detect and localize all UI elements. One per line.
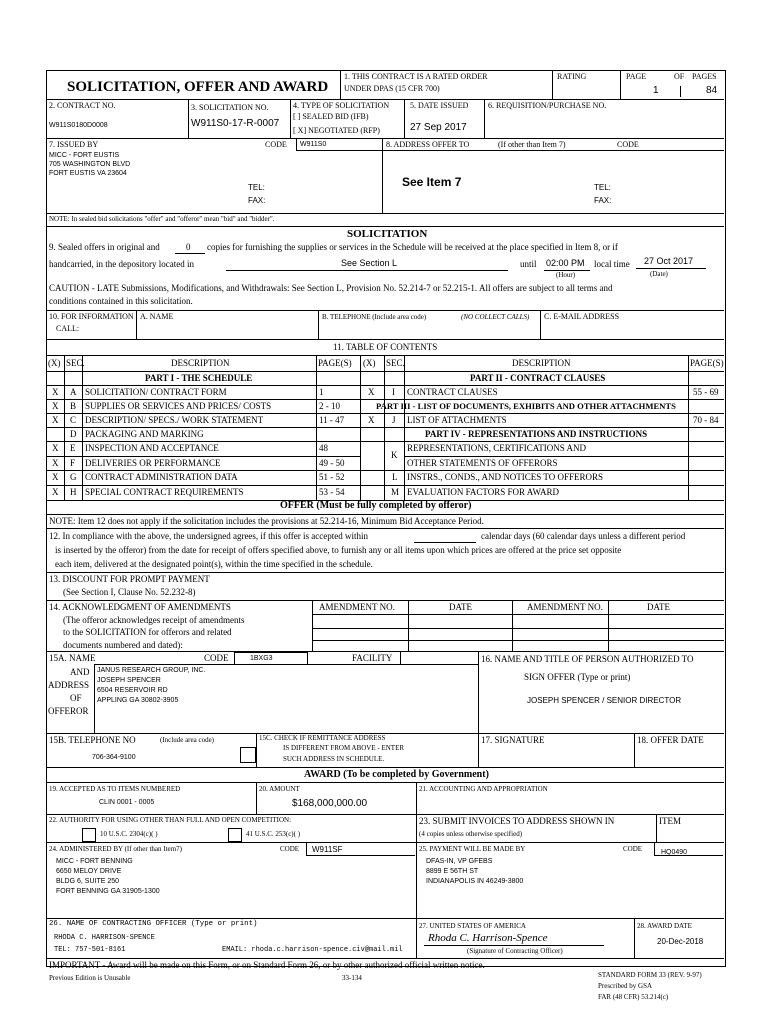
offeror-code-label: CODE: [204, 653, 229, 663]
date-issued-value: 27 Sep 2017: [410, 122, 467, 133]
rated-order-label: 1. THIS CONTRACT IS A RATED ORDER: [344, 72, 488, 81]
solicitation-no-label: 3. SOLICITATION NO.: [191, 103, 269, 112]
award-heading: AWARD (To be completed by Government): [304, 769, 489, 780]
remittance-line-2: IS DIFFERENT FROM ABOVE - ENTER: [283, 744, 405, 752]
award-date-value: 20-Dec-2018: [657, 937, 704, 946]
form-title: SOLICITATION, OFFER AND AWARD: [67, 79, 329, 95]
sealed-bid-note: NOTE: In sealed bid solicitations "offer" and "offeror" mean "bid" and "bidder".: [49, 215, 275, 223]
ack-line-1: 14. ACKNOWLEDGMENT OF AMENDMENTS: [49, 602, 231, 612]
info-phone-label: B. TELEPHONE (Include area code): [322, 313, 427, 321]
issued-by-fax-label: FAX:: [248, 196, 266, 205]
local-time-label: local time: [594, 259, 630, 269]
toc-row-m-sec: M: [391, 487, 400, 497]
toc-row-i-pages: 55 - 69: [693, 387, 719, 397]
date-label: (Date): [650, 270, 668, 278]
toc-row-j-x: X: [368, 415, 375, 425]
ack-line-3: to the SOLICITATION for offerors and related: [63, 627, 232, 637]
authority-label: 22. AUTHORITY FOR USING OTHER THAN FULL AND OPEN COMPETITION:: [49, 816, 292, 824]
item16-label-2: SIGN OFFER (Type or print): [524, 672, 631, 682]
discount-clause: (See Section I, Clause No. 52.232-8): [63, 587, 196, 597]
toc-row-j-sec: J: [392, 415, 396, 425]
administered-line-2: 6650 MELOY DRIVE: [56, 868, 122, 875]
toc-row-x: X: [52, 387, 59, 397]
standard-form-line-2: Prescribed by GSA: [598, 982, 653, 990]
address-offer-label: 8. ADDRESS OFFER TO: [386, 140, 470, 149]
amendment-date-header-2: DATE: [647, 602, 670, 612]
standard-form-line-3: FAR (48 CFR) 53.214(c): [598, 993, 669, 1001]
address-offer-note: (If other than Item 7): [498, 140, 566, 149]
amendment-no-header-1: AMENDMENT NO.: [319, 602, 395, 612]
administered-line-1: MICC - FORT BENNING: [56, 858, 133, 865]
form-code: 33-134: [342, 974, 362, 982]
issued-by-label: 7. ISSUED BY: [49, 140, 99, 149]
toc-row-pages: 11 - 47: [319, 415, 345, 425]
item16-value: JOSEPH SPENCER / SENIOR DIRECTOR: [527, 696, 682, 705]
ack-line-4: documents numbered and dated):: [63, 640, 183, 650]
administered-code-value: W911SF: [312, 845, 343, 854]
signature-note: (Signature of Contracting Officer): [467, 947, 563, 955]
payment-line-2: 8899 E 56TH ST: [426, 868, 479, 875]
offeror-line-4: APPLING GA 30802-3905: [97, 697, 179, 704]
administered-by-label: 24. ADMINISTERED BY (If other than Item7): [49, 845, 182, 853]
info-email-label: C. E-MAIL ADDRESS: [544, 312, 620, 321]
toc-row-pages: 49 - 50: [319, 458, 345, 468]
offer-date-label: 18. OFFER DATE: [637, 735, 704, 745]
contracting-officer-email: EMAIL: rhoda.c.harrison-spence.civ@mail.mil: [222, 946, 403, 954]
issued-by-code-value: W911S0: [300, 141, 327, 148]
info-name-label: A. NAME: [140, 312, 174, 321]
payment-line-1: DFAS-IN, VP GFEBS: [426, 858, 493, 865]
issued-by-tel-label: TEL:: [248, 183, 265, 192]
toc-row-i-desc: CONTRACT CLAUSES: [407, 387, 498, 397]
toc-row-pages: 48: [319, 443, 328, 453]
toc-row-x: X: [52, 443, 59, 453]
award-date-label: 28. AWARD DATE: [637, 922, 692, 930]
issued-by-line-3: FORT EUSTIS VA 23604: [49, 170, 127, 177]
usc-2304-checkbox[interactable]: [82, 828, 96, 842]
amendment-no-header-2: AMENDMENT NO.: [527, 602, 603, 612]
no-collect-label: (NO COLLECT CALLS): [461, 313, 530, 321]
payment-label: 25. PAYMENT WILL BE MADE BY: [419, 845, 526, 853]
toc-row-sec: E: [70, 443, 76, 453]
standard-form-line-1: STANDARD FORM 33 (REV. 9-97): [598, 971, 702, 979]
remittance-line-3: SUCH ADDRESS IN SCHEDULE.: [283, 755, 385, 763]
item16-label-1: 16. NAME AND TITLE OF PERSON AUTHORIZED TO: [481, 654, 694, 664]
toc-row-l-sec: L: [392, 472, 398, 482]
united-states-label: 27. UNITED STATES OF AMERICA: [419, 922, 526, 930]
offeror-line-3: 6504 RESERVOIR RD: [97, 687, 168, 694]
dpas-label: UNDER DPAS (15 CFR 700): [344, 84, 440, 93]
remittance-line-1: 15C. CHECK IF REMITTANCE ADDRESS: [259, 734, 386, 742]
toc-row-l-desc: INSTRS., CONDS., AND NOTICES TO OFFERORS: [407, 472, 603, 482]
of-label: OF: [674, 72, 685, 81]
payment-line-3: INDIANAPOLIS IN 46249-3800: [426, 878, 524, 885]
toc-row-pages: 53 - 54: [319, 487, 345, 497]
address-offer-fax-label: FAX:: [594, 196, 612, 205]
ack-line-2: (The offeror acknowledges receipt of amendments: [63, 615, 245, 625]
toc-row-desc: DESCRIPTION/ SPECS./ WORK STATEMENT: [85, 415, 264, 425]
facility-label: FACILITY: [352, 653, 393, 663]
amount-value: $168,000,000.00: [292, 798, 368, 809]
contract-no-label: 2. CONTRACT NO.: [49, 101, 116, 110]
administered-code-label: CODE: [280, 845, 300, 853]
address-label: ADDRESS: [48, 680, 90, 690]
amount-label: 20. AMOUNT: [259, 785, 300, 793]
toc-col-pages-2: PAGE(S): [690, 358, 724, 368]
accounting-label: 21. ACCOUNTING AND APPROPRIATION: [419, 785, 548, 793]
page-label: PAGE: [626, 72, 647, 81]
issued-by-line-1: MICC - FORT EUSTIS: [49, 152, 120, 159]
item9-copies: 0: [186, 242, 191, 252]
address-offer-code-label: CODE: [617, 140, 639, 149]
toc-row-j-desc: LIST OF ATTACHMENTS: [407, 415, 507, 425]
toc-row-desc: SOLICITATION/ CONTRACT FORM: [85, 387, 227, 397]
date-value: 27 Oct 2017: [644, 256, 694, 266]
toc-row-desc: SUPPLIES OR SERVICES AND PRICES/ COSTS: [85, 401, 272, 411]
address-offer-value: See Item 7: [402, 175, 462, 189]
payment-code-value: HQ0490: [661, 849, 688, 856]
toc-col-desc-2: DESCRIPTION: [512, 358, 571, 368]
contracting-officer-name: RHODA C. HARRISON-SPENCE: [54, 934, 155, 942]
toc-row-k-desc-2: OTHER STATEMENTS OF OFFERORS: [407, 458, 558, 468]
telephone-15b-value: 706-364-9100: [92, 754, 136, 761]
offeror-line-1: JANUS RESEARCH GROUP, INC.: [97, 667, 206, 674]
toc-heading: 11. TABLE OF CONTENTS: [333, 342, 438, 352]
time-value: 02:00 PM: [546, 258, 585, 268]
pages-value: 84: [706, 85, 718, 96]
toc-row-x: X: [52, 401, 59, 411]
toc-row-sec: F: [70, 458, 76, 468]
toc-row-desc: CONTRACT ADMINISTRATION DATA: [85, 472, 238, 482]
toc-row-k-sec: K: [391, 450, 398, 460]
toc-row-j-pages: 70 - 84: [693, 415, 719, 425]
offeror-line-2: JOSEPH SPENCER: [97, 677, 161, 684]
toc-row-i-x: X: [368, 387, 375, 397]
usc-253-label: 41 U.S.C. 253(c)( ): [246, 830, 301, 838]
solicitation-heading: SOLICITATION: [347, 228, 428, 240]
item9-text-a: 9. Sealed offers in original and: [49, 242, 160, 252]
item12-line-1b: calendar days (60 calendar days unless a different period: [481, 531, 686, 541]
toc-row-k-desc-1: REPRESENTATIONS, CERTIFICATIONS AND: [407, 443, 587, 453]
of-label: OF: [70, 693, 82, 703]
toc-row-pages: 51 - 52: [319, 472, 345, 482]
info-label-1: 10. FOR INFORMATION: [49, 312, 134, 321]
item12-line-2: is inserted by the offeror) from the date for receipt of offers specified above, to furnish any or all items upon which prices are offered at the price set opposite: [55, 545, 622, 555]
submit-invoices-note: (4 copies unless otherwise specified): [419, 830, 523, 838]
contracting-officer-signature: Rhoda C. Harrison-Spence: [428, 932, 548, 944]
toc-part-2: PART II - CONTRACT CLAUSES: [470, 373, 606, 383]
toc-row-sec: C: [70, 415, 77, 425]
name-15a-label: 15A. NAME: [49, 653, 96, 663]
pages-label: PAGES: [692, 72, 717, 81]
info-label-2: CALL:: [56, 324, 80, 333]
signature-label: 17. SIGNATURE: [481, 735, 545, 745]
caution-line-1: CAUTION - LATE Submissions, Modifications, and Withdrawals: See Section L, Provision No. 52.214-7 or 52.215-1. All offers are subject to all terms and: [49, 283, 613, 293]
toc-row-m-desc: EVALUATION FACTORS FOR AWARD: [407, 487, 560, 497]
address-offer-tel-label: TEL:: [594, 183, 611, 192]
offer-heading: OFFER (Must be fully completed by offeror): [280, 500, 472, 511]
toc-row-x: X: [52, 458, 59, 468]
item12-line-3: each item, delivered at the designated point(s), within the time specified in the schedule.: [55, 559, 373, 569]
type-of-solicitation-label: 4. TYPE OF SOLICITATION: [293, 101, 390, 110]
telephone-15b-label: 15B. TELEPHONE NO: [49, 735, 136, 745]
item9-text-c: handcarried, in the depository located in: [49, 259, 194, 269]
item-label: ITEM: [659, 816, 681, 826]
and-label: AND: [70, 667, 90, 677]
hour-label: (Hour): [556, 271, 576, 279]
solicitation-no-value: W911S0-17-R-0007: [191, 118, 280, 129]
contracting-officer-label: 26. NAME OF CONTRACTING OFFICER (Type or print): [49, 920, 258, 928]
toc-row-desc: DELIVERIES OR PERFORMANCE: [85, 458, 221, 468]
toc-row-sec: G: [70, 472, 77, 482]
item9-text-b: copies for furnishing the supplies or services in the Schedule will be received at the place specified in Item 8, or if: [207, 242, 618, 252]
toc-part-1: PART I - THE SCHEDULE: [145, 373, 253, 383]
toc-row-pages: 1: [319, 387, 324, 397]
submit-invoices-label: 23. SUBMIT INVOICES TO ADDRESS SHOWN IN: [419, 816, 615, 826]
usc-2304-label: 10 U.S.C. 2304(c)( ): [100, 830, 158, 838]
toc-row-x: X: [52, 472, 59, 482]
administered-line-3: BLDG 6, SUITE 250: [56, 878, 120, 885]
contracting-officer-tel: TEL: 757-501-8161: [54, 946, 126, 954]
depository-value: See Section L: [341, 258, 398, 268]
until-label: until: [520, 259, 537, 269]
offeror-label: OFFEROR: [48, 706, 89, 716]
toc-row-pages: 2 - 10: [319, 401, 340, 411]
contract-no-value: W911S0180D0008: [49, 122, 108, 129]
toc-row-x: X: [52, 415, 59, 425]
accepted-items-label: 19. ACCEPTED AS TO ITEMS NUMBERED: [49, 785, 181, 793]
date-issued-label: 5. DATE ISSUED: [410, 101, 469, 110]
previous-edition-note: Previous Edition is Unusable: [49, 974, 131, 982]
discount-label: 13. DISCOUNT FOR PROMPT PAYMENT: [49, 574, 210, 584]
payment-code-label: CODE: [623, 845, 643, 853]
sealed-bid-option: [ ] SEALED BID (IFB): [293, 112, 369, 121]
toc-part-3: PART III - LIST OF DOCUMENTS, EXHIBITS AND OTHER ATTACHMENTS: [376, 401, 676, 411]
accepted-items-value: CLIN 0001 - 0005: [99, 799, 155, 806]
toc-row-desc: INSPECTION AND ACCEPTANCE: [85, 443, 219, 453]
toc-col-sec: SEC.: [66, 358, 85, 368]
negotiated-option: [ X] NEGOTIATED (RFP): [293, 126, 380, 135]
administered-line-4: FORT BENNING GA 31905-1300: [56, 888, 160, 895]
amendment-date-header-1: DATE: [449, 602, 472, 612]
caution-line-2: conditions contained in this solicitation.: [49, 296, 193, 306]
toc-part-4: PART IV - REPRESENTATIONS AND INSTRUCTIONS: [425, 429, 648, 439]
toc-col-pages: PAGE(S): [318, 358, 352, 368]
offeror-code-value: 1BXG3: [250, 655, 273, 662]
toc-row-desc: PACKAGING AND MARKING: [85, 429, 204, 439]
toc-row-sec: D: [70, 429, 77, 439]
usc-253-checkbox[interactable]: [228, 828, 242, 842]
telephone-15b-note: (Include area code): [160, 736, 215, 744]
item12-line-1: 12. In compliance with the above, the undersigned agrees, if this offer is accepted within: [49, 531, 368, 541]
issued-by-code-label: CODE: [265, 140, 287, 149]
toc-row-x: X: [52, 487, 59, 497]
toc-col-x-2: (X): [363, 358, 376, 368]
issued-by-line-2: 705 WASHINGTON BLVD: [49, 161, 131, 168]
remittance-checkbox[interactable]: [240, 747, 256, 763]
toc-row-sec: H: [70, 487, 77, 497]
requisition-label: 6. REQUISITION/PURCHASE NO.: [488, 101, 607, 110]
toc-row-sec: A: [70, 387, 77, 397]
rating-label: RATING: [557, 72, 587, 81]
toc-row-i-sec: I: [392, 387, 395, 397]
toc-row-desc: SPECIAL CONTRACT REQUIREMENTS: [85, 487, 244, 497]
offer-note: NOTE: Item 12 does not apply if the solicitation includes the provisions at 52.214-16, Minimum Bid Acceptance Period.: [49, 516, 484, 526]
toc-row-sec: B: [70, 401, 77, 411]
important-note: IMPORTANT - Award will be made on this Form, or on Standard Form 26, or by other authorized official written notice.: [49, 960, 485, 970]
page-value: 1: [653, 85, 659, 96]
toc-col-desc: DESCRIPTION: [171, 358, 230, 368]
toc-col-sec-2: SEC.: [386, 358, 405, 368]
toc-col-x: (X): [48, 358, 61, 368]
